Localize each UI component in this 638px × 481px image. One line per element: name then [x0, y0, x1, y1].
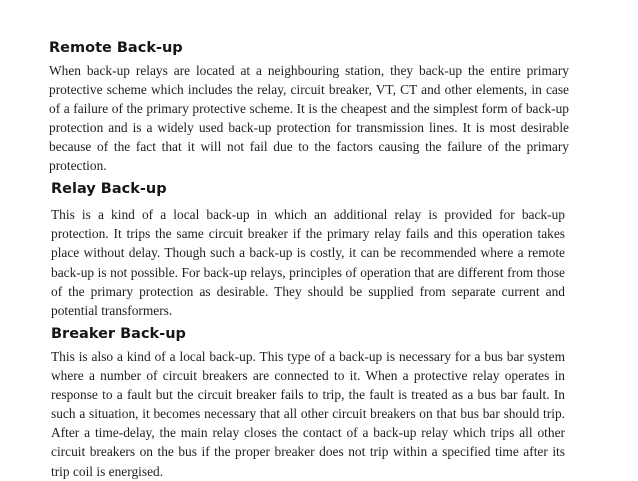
section-heading: Breaker Back-up: [51, 326, 186, 342]
section-paragraph: When back-up relays are located at a neighbouring station, they back-up the entire primary protective scheme which includes the relay, circuit breaker, VT, CT and other elements, in case of a failure of the primary protective scheme. It is the cheapest and the simplest form of back-up protection and is a widely used back-up protection for transmission lines. It is most desirable because of the fact that it will not fail due to the factors causing the failure of the primary protection.: [49, 63, 569, 174]
section-paragraph: This is also a kind of a local back-up. This type of a back-up is necessary for a bus bar system where a number of circuit breakers are connected to it. When a protective relay operates in response to a fault but the circuit breaker fails to trip, the fault is treated as a bus bar fault. In such a situation, it becomes necessary that all other circuit breakers on that bus bar should trip. After a time-delay, the main relay closes the contact of a back-up relay which trips all other circuit breakers on the bus if the proper breaker does not trip within a specified time after its trip coil is energised.: [51, 349, 565, 479]
section-breaker-backup: [51, 324, 565, 481]
section-heading: Remote Back-up: [49, 40, 183, 56]
section-remote-backup: [49, 38, 569, 176]
section-relay-backup: [51, 179, 565, 320]
section-heading: Relay Back-up: [51, 181, 167, 197]
section-paragraph: This is a kind of a local back-up in which an additional relay is provided for back-up protection. It trips the same circuit breaker if the primary relay fails and this operation takes place without delay. Though such a back-up is costly, it can be recommended where a remote back-up is not possible. For back-up relays, principles of operation that are different from those of the primary protection as desirable. They should be supplied from separate current and potential transformers.: [51, 207, 565, 319]
